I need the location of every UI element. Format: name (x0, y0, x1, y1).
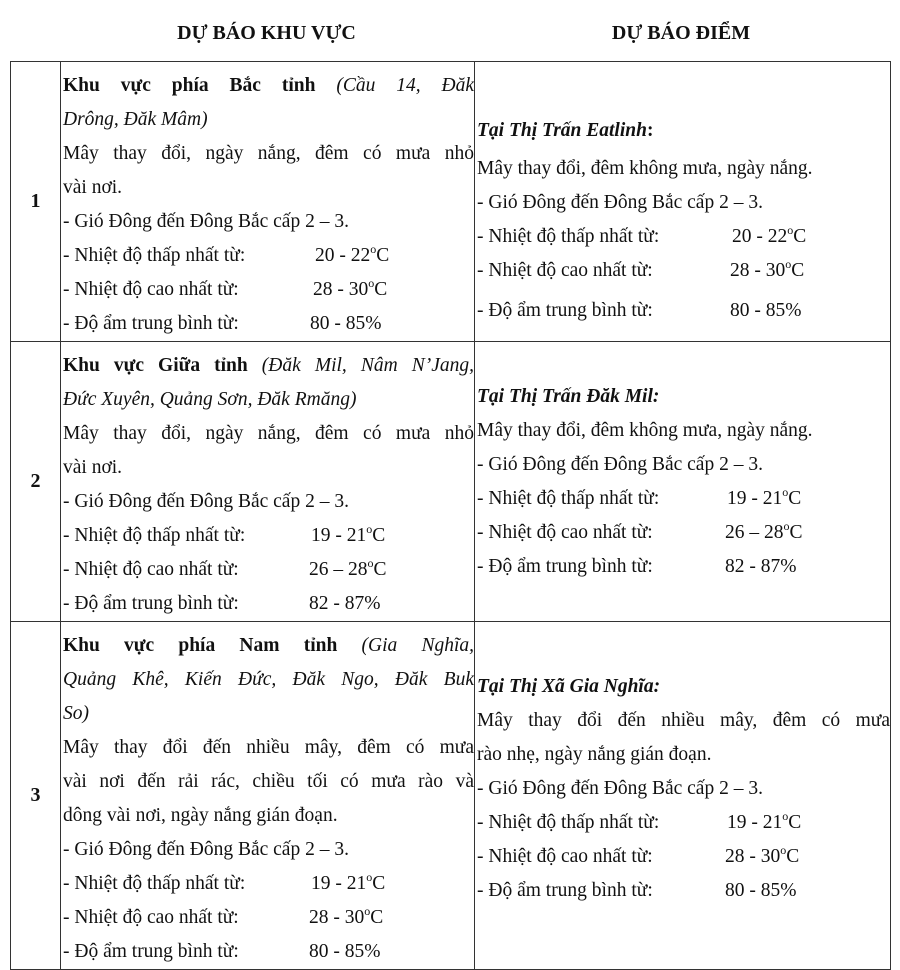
table-row (11, 62, 891, 342)
point-forecast-cell (475, 62, 891, 342)
area-humidity-value: 80 - 85% (309, 941, 381, 962)
area-name: Khu vực Giữa tỉnh (63, 355, 248, 376)
area-description-cont: vài nơi. (63, 177, 123, 198)
point-temp-min: - Nhiệt độ thấp nhất từ: 19 - 21$^o$C (477, 485, 802, 509)
area-description-cont: vài nơi đến rải rác, chiều tối có mưa rào và (63, 771, 474, 792)
area-description-cont: vài nơi. (63, 457, 123, 478)
area-humidity-value: 80 - 85% (310, 313, 382, 334)
area-name: Khu vực phía Nam tỉnh (63, 635, 338, 656)
row-number: 3 (11, 622, 61, 970)
header-point-forecast: DỰ BÁO ĐIỂM (611, 22, 751, 44)
area-places-cont: Đức Xuyên, Quảng Sơn, Đăk Rmăng) (63, 389, 357, 410)
area-wind: - Gió Đông đến Đông Bắc cấp 2 – 3. (63, 491, 349, 512)
area-title (63, 349, 474, 383)
area-temp-min-value: 20 - 22 (315, 245, 371, 266)
area-temp-max: - Nhiệt độ cao nhất từ: 26 – 28$^o$C (63, 556, 387, 580)
point-humidity-value: 80 - 85% (725, 880, 797, 901)
point-humidity: - Độ ẩm trung bình từ: 82 - 87% (477, 550, 890, 584)
point-temp-max: - Nhiệt độ cao nhất từ: 26 – 28$^o$C (477, 519, 803, 543)
area-places-cont: So) (63, 703, 89, 724)
area-places: (Cầu 14, Đăk (336, 75, 475, 96)
point-temp-max-value: 28 - 30 (725, 846, 781, 867)
area-humidity: - Độ ẩm trung bình từ: 80 - 85% (63, 307, 474, 341)
area-temp-max-value: 26 – 28 (309, 559, 368, 580)
area-temp-max-value: 28 - 30 (309, 907, 365, 928)
point-humidity: - Độ ẩm trung bình từ: 80 - 85% (477, 874, 890, 908)
area-forecast-cell (61, 62, 475, 342)
point-wind: - Gió Đông đến Đông Bắc cấp 2 – 3. (477, 192, 763, 213)
point-description-cont: rào nhẹ, ngày nắng gián đoạn. (477, 744, 712, 765)
point-humidity-value: 80 - 85% (730, 300, 802, 321)
point-temp-min: - Nhiệt độ thấp nhất từ: 19 - 21$^o$C (477, 809, 802, 833)
area-name: Khu vực phía Bắc tỉnh (63, 75, 316, 96)
area-temp-min-value: 19 - 21 (311, 873, 367, 894)
area-forecast-cell (61, 342, 475, 622)
area-humidity: - Độ ẩm trung bình từ: 82 - 87% (63, 587, 474, 621)
area-title (63, 69, 474, 103)
point-temp-max-value: 28 - 30 (730, 260, 786, 281)
point-wind: - Gió Đông đến Đông Bắc cấp 2 – 3. (477, 454, 763, 475)
area-description: Mây thay đổi, ngày nắng, đêm có mưa nhỏ (63, 423, 474, 444)
table-row (11, 622, 891, 970)
point-temp-max-value: 26 – 28 (725, 522, 784, 543)
area-temp-min: - Nhiệt độ thấp nhất từ: 20 - 22$^o$C (63, 242, 390, 266)
header-area-forecast: DỰ BÁO KHU VỰC (177, 22, 356, 44)
area-places-cont: Quảng Khê, Kiến Đức, Đăk Ngo, Đăk Buk (63, 669, 474, 690)
point-title: Tại Thị Xã Gia Nghĩa: (477, 676, 661, 697)
point-description: Mây thay đổi, đêm không mưa, ngày nắng. (477, 420, 813, 441)
point-humidity-value: 82 - 87% (725, 556, 797, 577)
area-humidity-value: 82 - 87% (309, 593, 381, 614)
row-number: 2 (11, 342, 61, 622)
area-temp-max: - Nhiệt độ cao nhất từ: 28 - 30$^o$C (63, 276, 388, 300)
point-temp-min: - Nhiệt độ thấp nhất từ: 20 - 22$^o$C (477, 223, 807, 247)
area-places: (Đăk Mil, Nâm N’Jang, (261, 355, 474, 376)
area-description-cont: dông vài nơi, ngày nắng gián đoạn. (63, 805, 338, 826)
point-temp-max: - Nhiệt độ cao nhất từ: 28 - 30$^o$C (477, 257, 805, 281)
area-humidity: - Độ ẩm trung bình từ: 80 - 85% (63, 935, 474, 969)
point-forecast-cell (475, 622, 891, 970)
point-description: Mây thay đổi, đêm không mưa, ngày nắng. (477, 158, 813, 179)
area-temp-min: - Nhiệt độ thấp nhất từ: 19 - 21$^o$C (63, 522, 386, 546)
area-wind: - Gió Đông đến Đông Bắc cấp 2 – 3. (63, 839, 349, 860)
point-wind: - Gió Đông đến Đông Bắc cấp 2 – 3. (477, 778, 763, 799)
area-places-cont: Drông, Đăk Mâm) (63, 109, 208, 130)
area-description: Mây thay đổi, ngày nắng, đêm có mưa nhỏ (63, 143, 474, 164)
area-wind: - Gió Đông đến Đông Bắc cấp 2 – 3. (63, 211, 349, 232)
point-temp-min-value: 19 - 21 (727, 488, 783, 509)
table-row (11, 342, 891, 622)
area-places: (Gia Nghĩa, (361, 635, 475, 656)
area-title (63, 629, 474, 663)
point-title: Tại Thị Trấn Eatlinh: (477, 120, 654, 141)
point-description: Mây thay đổi đến nhiều mây, đêm có mưa (477, 710, 890, 731)
area-temp-max: - Nhiệt độ cao nhất từ: 28 - 30$^o$C (63, 904, 384, 928)
area-temp-min-value: 19 - 21 (311, 525, 367, 546)
point-temp-max: - Nhiệt độ cao nhất từ: 28 - 30$^o$C (477, 843, 800, 867)
point-humidity: - Độ ẩm trung bình từ: 80 - 85% (477, 294, 890, 328)
row-number: 1 (11, 62, 61, 342)
area-description: Mây thay đổi đến nhiều mây, đêm có mưa (63, 737, 474, 758)
point-temp-min-value: 20 - 22 (732, 226, 788, 247)
area-forecast-cell (61, 622, 475, 970)
point-temp-min-value: 19 - 21 (727, 812, 783, 833)
area-temp-min: - Nhiệt độ thấp nhất từ: 19 - 21$^o$C (63, 870, 386, 894)
point-forecast-cell (475, 342, 891, 622)
area-temp-max-value: 28 - 30 (313, 279, 369, 300)
point-title: Tại Thị Trấn Đăk Mil: (477, 386, 660, 407)
forecast-table (10, 61, 891, 970)
